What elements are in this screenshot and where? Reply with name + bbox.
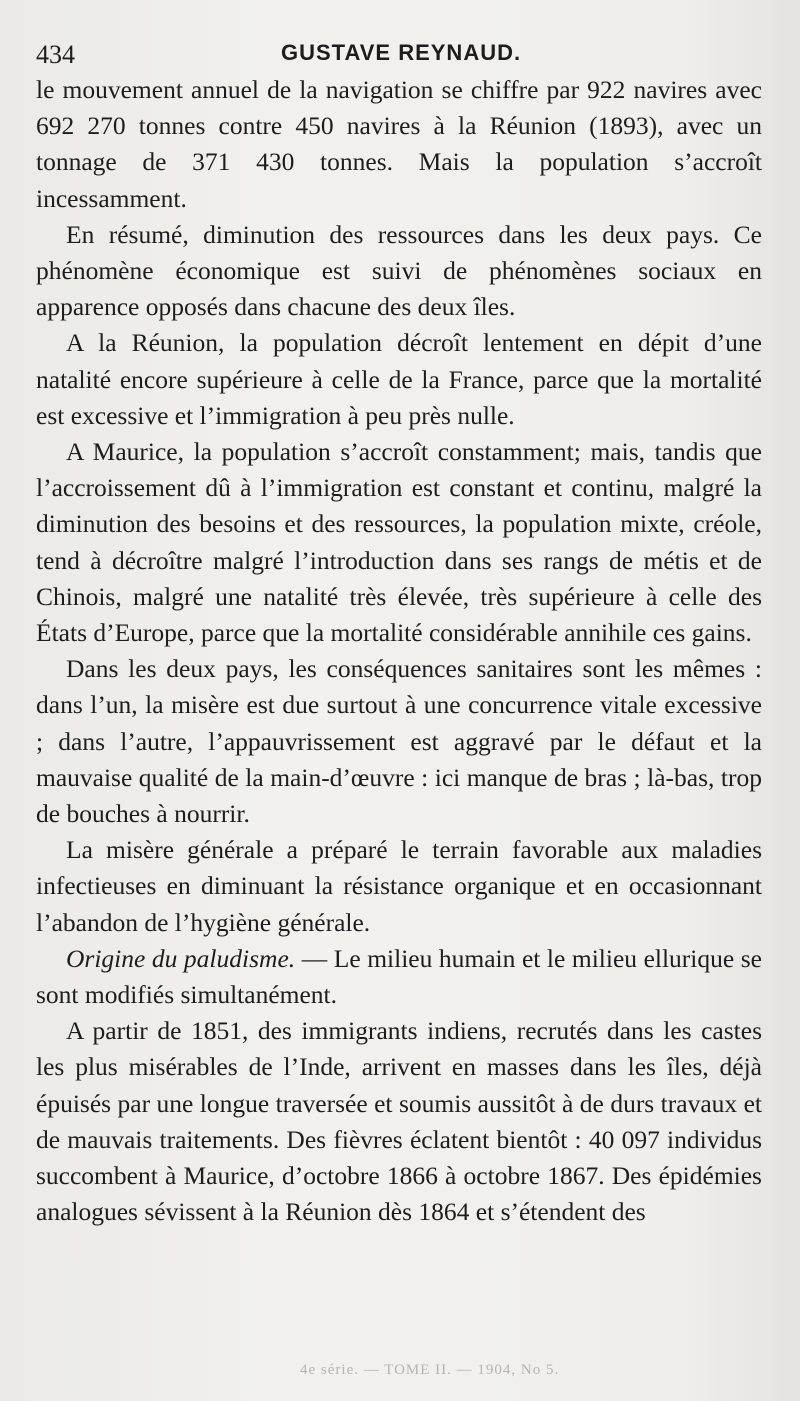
section-heading-text: — Le milieu humain et le milieu ellurique se sont modifiés simultanément.	[36, 943, 762, 1010]
paragraph: A Maurice, la population s’accroît constamment; mais, tandis que l’accroissement dû à l’immigration est constant et continu, malgré la diminution des besoins et des ressources, la population mixte, créole, tend à décroître malgré l’introduction dans ses rangs de métis et de Chinois, malgré une natalité très élevée, très supérieure à celle des États d’Europe, parce que la mortalité considérable annihile ces gains.	[36, 437, 762, 648]
section-heading: Origine du paludisme.	[66, 943, 296, 973]
page-number: 434	[36, 40, 75, 69]
paragraph: En résumé, diminution des ressources dans les deux pays. Ce phénomène économique est suivi de phénomènes sociaux en apparence opposés dans chacune des deux îles.	[36, 219, 762, 322]
section-paragraph	[36, 941, 762, 1013]
paragraph: le mouvement annuel de la navigation se chiffre par 922 navires avec 692 270 tonnes contre 450 navires à la Réunion (1893), avec un tonnage de 371 430 tonnes. Mais la population s’accroît incessamment.	[36, 75, 762, 213]
page-header	[36, 36, 756, 70]
body-text	[36, 72, 762, 1231]
paragraph: Dans les deux pays, les conséquences sanitaires sont les mêmes : dans l’un, la misère est due surtout à une concurrence vitale excessive ; dans l’autre, l’appauvrissement est aggravé par le défaut et la mauvaise qualité de la main-d’œuvre : ici manque de bras ; là-bas, trop de bouches à nourrir.	[36, 654, 762, 829]
page-footer: 4e série. — TOME II. — 1904, No 5.	[300, 1362, 560, 1378]
paragraph: A la Réunion, la population décroît lentement en dépit d’une natalité encore supérieure à celle de la France, parce que la mortalité est excessive et l’immigration à peu près nulle.	[36, 328, 762, 430]
paragraph: La misère générale a préparé le terrain favorable aux maladies infectieuses en diminuant la résistance organique et en occasionnant l’abandon de l’hygiène générale.	[36, 835, 762, 937]
running-head: GUSTAVE REYNAUD.	[281, 40, 522, 65]
paragraph: A partir de 1851, des immigrants indiens, recrutés dans les castes les plus misérables de l’Inde, arrivent en masses dans les îles, déjà épuisés par une longue traversée et soumis aussitôt à de durs travaux et de mauvais traitements. Des fièvres éclatent bientôt : 40 097 individus succombent à Maurice, d’octobre 1866 à octobre 1867. Des épidémies analogues sévissent à la Réunion dès 1864 et s’étendent des	[36, 1016, 762, 1227]
